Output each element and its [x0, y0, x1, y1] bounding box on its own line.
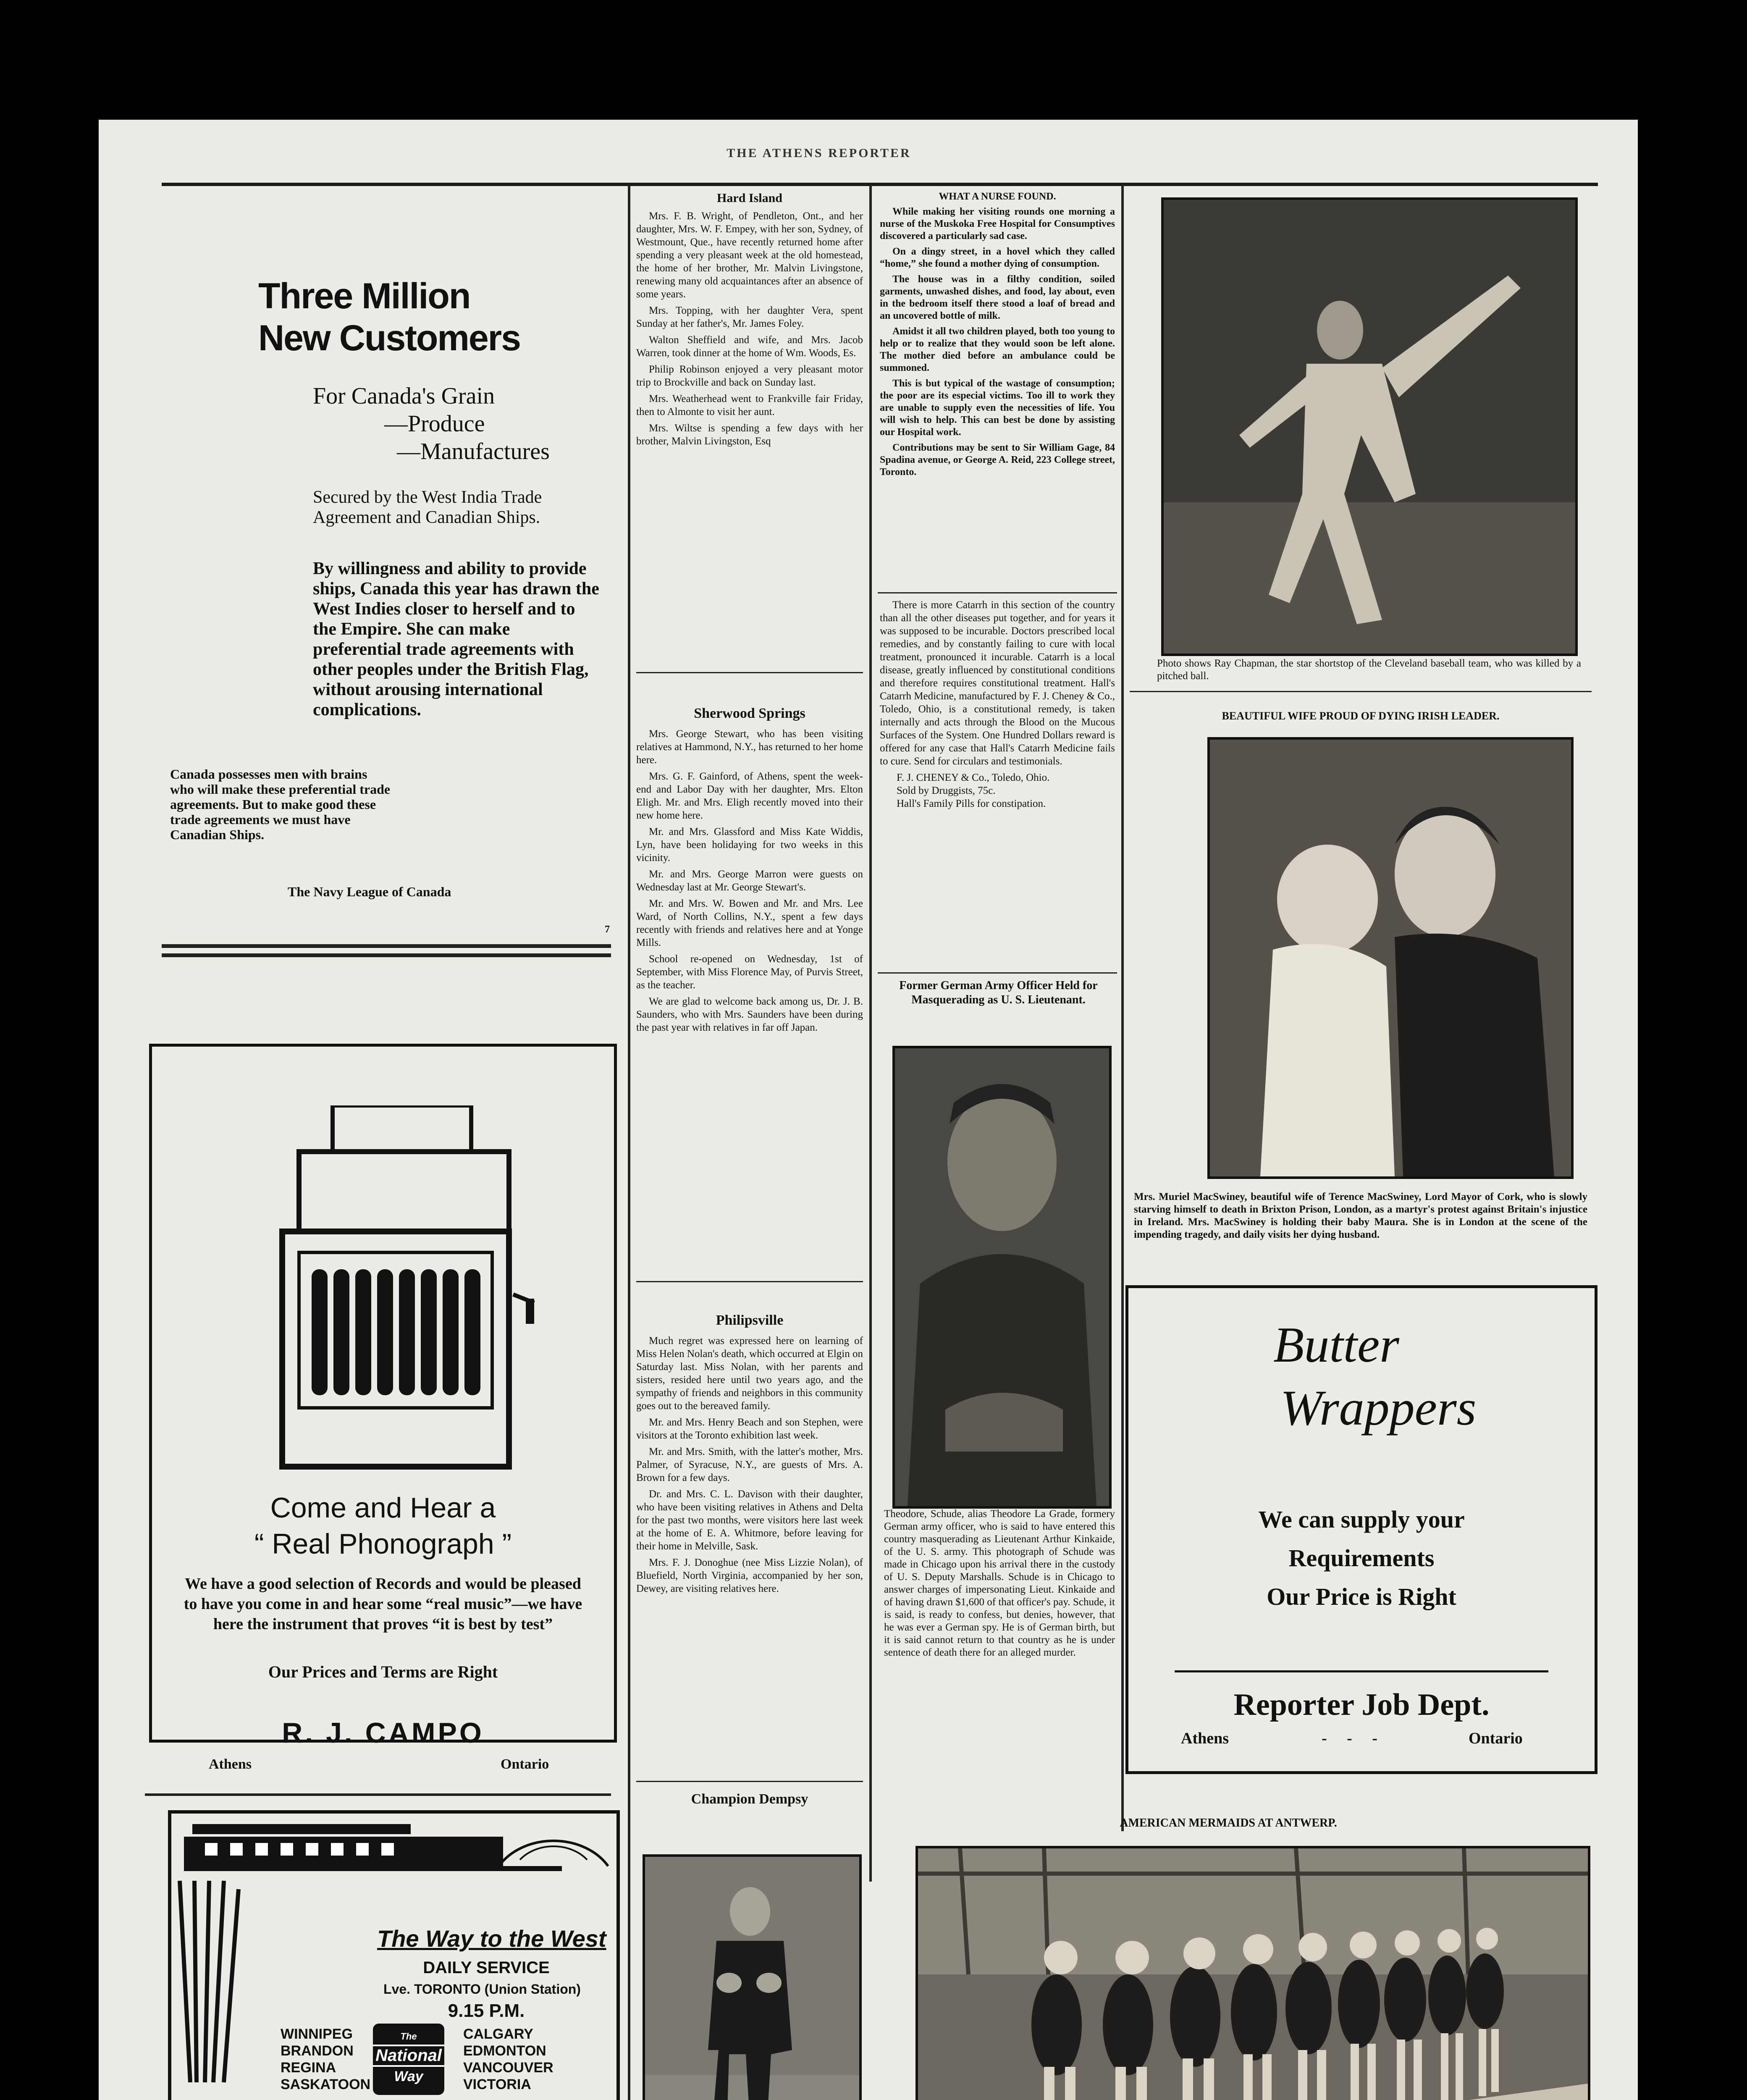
butter-wrappers-ad: [1125, 1285, 1597, 1774]
merchant-name: R. J. CAMPO: [282, 1717, 484, 1749]
divider: [1175, 1670, 1548, 1672]
dept-name: Reporter Job Dept.: [1233, 1688, 1490, 1722]
cnr-departure: Lve. TORONTO (Union Station): [383, 1982, 581, 1997]
section-body: Much regret was expressed here on learning of Miss Helen Nolan's death, which occurred at Elgin on Saturday last. Miss Nolan, with her parents and sisters, resided here until two years ago, and the sympathy of friends and neighbors in this community goes out to the bereaved family. Mr. and Mrs. Henry Beach and son Stephen, were visitors at the Toronto exhibition last week. Mr. and Mrs. Smith, with the latter's mother, Mrs. Palmer, of Syracuse, N.Y., are guests of Mrs. A. Brown for a few days. Dr. and Mrs. C. L. Davison with their daughter, who have been visiting relatives in Athens and Delta for the past two months, were visitors here last week at the home of E. A. Whitmore, before leaving for their home in Melville, Sask. Mrs. F. J. Donoghue (nee Miss Lizzie Nolan), of Bluefield, North Virginia, accompanied by her son, Dewey, are visiting relatives here.: [636, 1335, 863, 1594]
town: Athens: [209, 1756, 252, 1772]
cnr-west-cities: WINNIPEG BRANDON REGINA SASKATOON: [281, 2026, 371, 2092]
cnr-east-cities: CALGARY EDMONTON VANCOUVER VICTORIA: [463, 2026, 553, 2092]
ad-body: We have a good selection of Records and would be pleased to have you come in and hear some “real music”—we have here the instrument that proves “it is best by test”: [184, 1575, 582, 1633]
cnr-service: DAILY SERVICE: [423, 1958, 550, 1977]
cnr-ad: [168, 1810, 620, 2100]
navy-league-ad: [162, 235, 615, 949]
macswiney-headline: BEAUTIFUL WIFE PROUD OF DYING IRISH LEADER.: [1222, 710, 1500, 722]
schude-headline: Former German Army Officer Held for Masquerading as U. S. Lieutenant.: [899, 979, 1098, 1006]
ad-tagline: Our Prices and Terms are Right: [268, 1662, 498, 1681]
section-body: There is more Catarrh in this section of the country than all the other diseases put together, and for years it was supposed to be incurable. Doctors prescribed local remedies, and by constantly failing to cure with local treatment, pronounced it incurable. Catarrh is a local disease, greatly influenced by constitutional conditions and therefore requires constitutional treatment. Hall's Catarrh Medicine, manufactured by F. J. Cheney & Co., Toledo, Ohio, is a constitutional remedy, is taken internally and acts through the Blood on the Mucous Surfaces of the System. One Hundred Dollars reward is offered for any case that Hall's Catarrh Medicine fails to cure. Send for circulars and testimonials.: [880, 599, 1115, 767]
ad-paragraph: Secured by the West India Trade Agreement and Canadian Ships.: [313, 488, 542, 527]
cnr-time: 9.15 P.M.: [448, 2000, 525, 2021]
section-title: WHAT A NURSE FOUND.: [939, 191, 1056, 202]
divider: [636, 1781, 863, 1782]
dashes: - - -: [1322, 1730, 1377, 1747]
chapman-caption: Photo shows Ray Chapman, the star shortstop of the Cleveland baseball team, who was killed by a pitched ball.: [1157, 658, 1581, 682]
ad-body: We can supply your Requirements Our Price is Right: [1258, 1506, 1465, 1610]
ad-signature: The Navy League of Canada: [288, 884, 451, 899]
schude-photo: [892, 1046, 1112, 1509]
ad-headline: Come and Hear a “ Real Phonograph ”: [254, 1492, 512, 1560]
nurse-story-column: [880, 191, 1115, 482]
cnr-title: The Way to the West: [377, 1925, 606, 1952]
column-rule: [628, 185, 630, 2100]
ad-headline: Butter Wrappers: [1273, 1317, 1477, 1436]
column-rule: [869, 185, 872, 1882]
masthead: THE ATHENS REPORTER: [727, 146, 911, 160]
masthead-rule: [162, 183, 1598, 186]
national-way-logo: The National Way: [373, 2024, 444, 2095]
province: Ontario: [501, 1756, 549, 1772]
section-body: While making her visiting rounds one morning a nurse of the Muskoka Free Hospital for Consumptives discovered a particularly sad case. On a dingy street, in a hovel which they called “home,” she found a mother dying of consumption. The house was in a filthy condition, soiled garments, unwashed dishes, and food, lay about, even in the bedroom itself there stood a loaf of bread and an uncovered bottle of milk. Amidst it all two children played, both too young to help or to realize that they would soon be left alone. The mother died before an ambulance could be summoned. This is but typical of the wastage of consumption; the poor are its especial victims. Too ill to work they are unable to supply even the necessities of life. You will wish to help. This can best be done by assisting our Hospital work. Contributions may be sent to Sir William Gage, 84 Spadina avenue, or George A. Reid, 223 College street, Toronto.: [880, 206, 1115, 478]
catarrh-signature: F. J. CHENEY & Co., Toledo, Ohio. Sold by Druggists, 75c. Hall's Family Pills for constipation.: [897, 772, 1050, 809]
macswiney-photo: [1207, 737, 1574, 1179]
ad-headline: Three Million New Customers: [258, 276, 520, 358]
town: Athens: [1181, 1730, 1229, 1747]
ad-paragraph: Canada possesses men with brains who will make these preferential trade agreements. But to make good these trade agreements we must have Canadian Ships.: [170, 766, 391, 842]
province: Ontario: [1469, 1730, 1523, 1747]
hard-island-column: [636, 191, 863, 451]
divider: [878, 592, 1117, 593]
divider: [162, 944, 611, 948]
divider: [636, 672, 863, 673]
dempsey-photo: [643, 1854, 862, 2100]
phonograph-ad: [149, 1044, 617, 1772]
sherwood-springs-column: [636, 706, 863, 1037]
philipsville-column: [636, 1312, 863, 1599]
dempsey-title: Champion Dempsy: [691, 1791, 808, 1807]
ad-number: 7: [605, 924, 610, 935]
macswiney-caption: Mrs. Muriel MacSwiney, beautiful wife of Terence MacSwiney, Lord Mayor of Cork, who is slowly starving himself to death in Brixton Prison, London, as a martyr's protest against Britain's injustice in Ireland. Mrs. MacSwiney is holding their baby Maura. She is in London at the scene of the impending tragedy, and daily visits her dying husband.: [1134, 1191, 1587, 1240]
divider: [1130, 691, 1592, 692]
divider: [636, 1281, 863, 1282]
chapman-photo: [1161, 197, 1578, 656]
divider: [145, 1793, 611, 1796]
section-body: Mrs. F. B. Wright, of Pendleton, Ont., and her daughter, Mrs. W. F. Empey, with her son, Sydney, of Westmount, Que., have recently returned home after spending a very pleasant week at the old homestead, the home of her brother, Mr. Malvin Livingstone, renewing many old acquaintances after an absence of some years. Mrs. Topping, with her daughter Vera, spent Sunday at her father's, Mr. James Foley. Walton Sheffield and wife, and Mrs. Jacob Warren, took dinner at the home of Wm. Woods, Es. Philip Robinson enjoyed a very pleasant motor trip to Brockville and back on Sunday last. Mrs. Weatherhead went to Frankville fair Friday, then to Almonte to visit her aunt. Mrs. Wiltse is spending a few days with her brother, Malvin Livingston, Esq: [636, 210, 863, 447]
section-title: Philipsville: [716, 1312, 784, 1328]
ad-paragraph: By willingness and ability to provide ships, Canada this year has drawn the West Indies closer to herself and to the Empire. She can make preferential trade agreements with other peoples under the British Flag, without arousing international complications.: [313, 559, 599, 719]
schude-caption: Theodore, Schude, alias Theodore La Grade, formery German army officer, who is said to have entered this country masquerading as Lieutenant Arthur Kinkaide, of the U. S. army. This photograph of Schude was made in Chicago upon his arrival there in the custody of U. S. Deputy Marshalls. Schude is in Chicago to answer charges of impersonating Lieut. Kinkaide and of having drawn $1,600 of that officer's pay. Schude, it is said, is ready to confess, but denies, however, that he was ever a German spy. He is of German birth, but it is said cannot return to that country as he is under sentence of death there for an alleged murder.: [884, 1508, 1115, 1658]
catarrh-ad: [880, 598, 1115, 810]
ad-subhead: For Canada's Grain —Produce —Manufactures: [313, 383, 550, 465]
phonograph-illustration: [236, 1105, 538, 1475]
section-title: Sherwood Springs: [694, 706, 805, 721]
section-title: Hard Island: [717, 191, 782, 205]
mermaids-headline: AMERICAN MERMAIDS AT ANTWERP.: [1120, 1816, 1337, 1830]
divider: [878, 972, 1117, 974]
mermaids-photo: [915, 1846, 1590, 2100]
section-body: Mrs. George Stewart, who has been visiting relatives at Hammond, N.Y., has returned to her home here. Mrs. G. F. Gainford, of Athens, spent the week-end and Labor Day with her daughter, Mrs. Elton Eligh. Mr. and Mrs. Eligh recently moved into their new home here. Mr. and Mrs. Glassford and Miss Kate Widdis, Lyn, have been holidaying for two weeks in this vicinity. Mr. and Mrs. George Marron were guests on Wednesday last at Mr. George Stewart's. Mr. and Mrs. W. Bowen and Mr. and Mrs. Lee Ward, of North Collins, N.Y., spent a few days recently with friends and relatives here and at Yonge Mills. School re-opened on Wednesday, 1st of September, with Miss Florence May, of Purvis Street, as the teacher. We are glad to welcome back among us, Dr. J. B. Saunders, who with Mrs. Saunders have been during the past year with relatives in far off Japan.: [636, 728, 863, 1033]
column-rule: [1121, 185, 1124, 1831]
divider: [162, 953, 611, 957]
